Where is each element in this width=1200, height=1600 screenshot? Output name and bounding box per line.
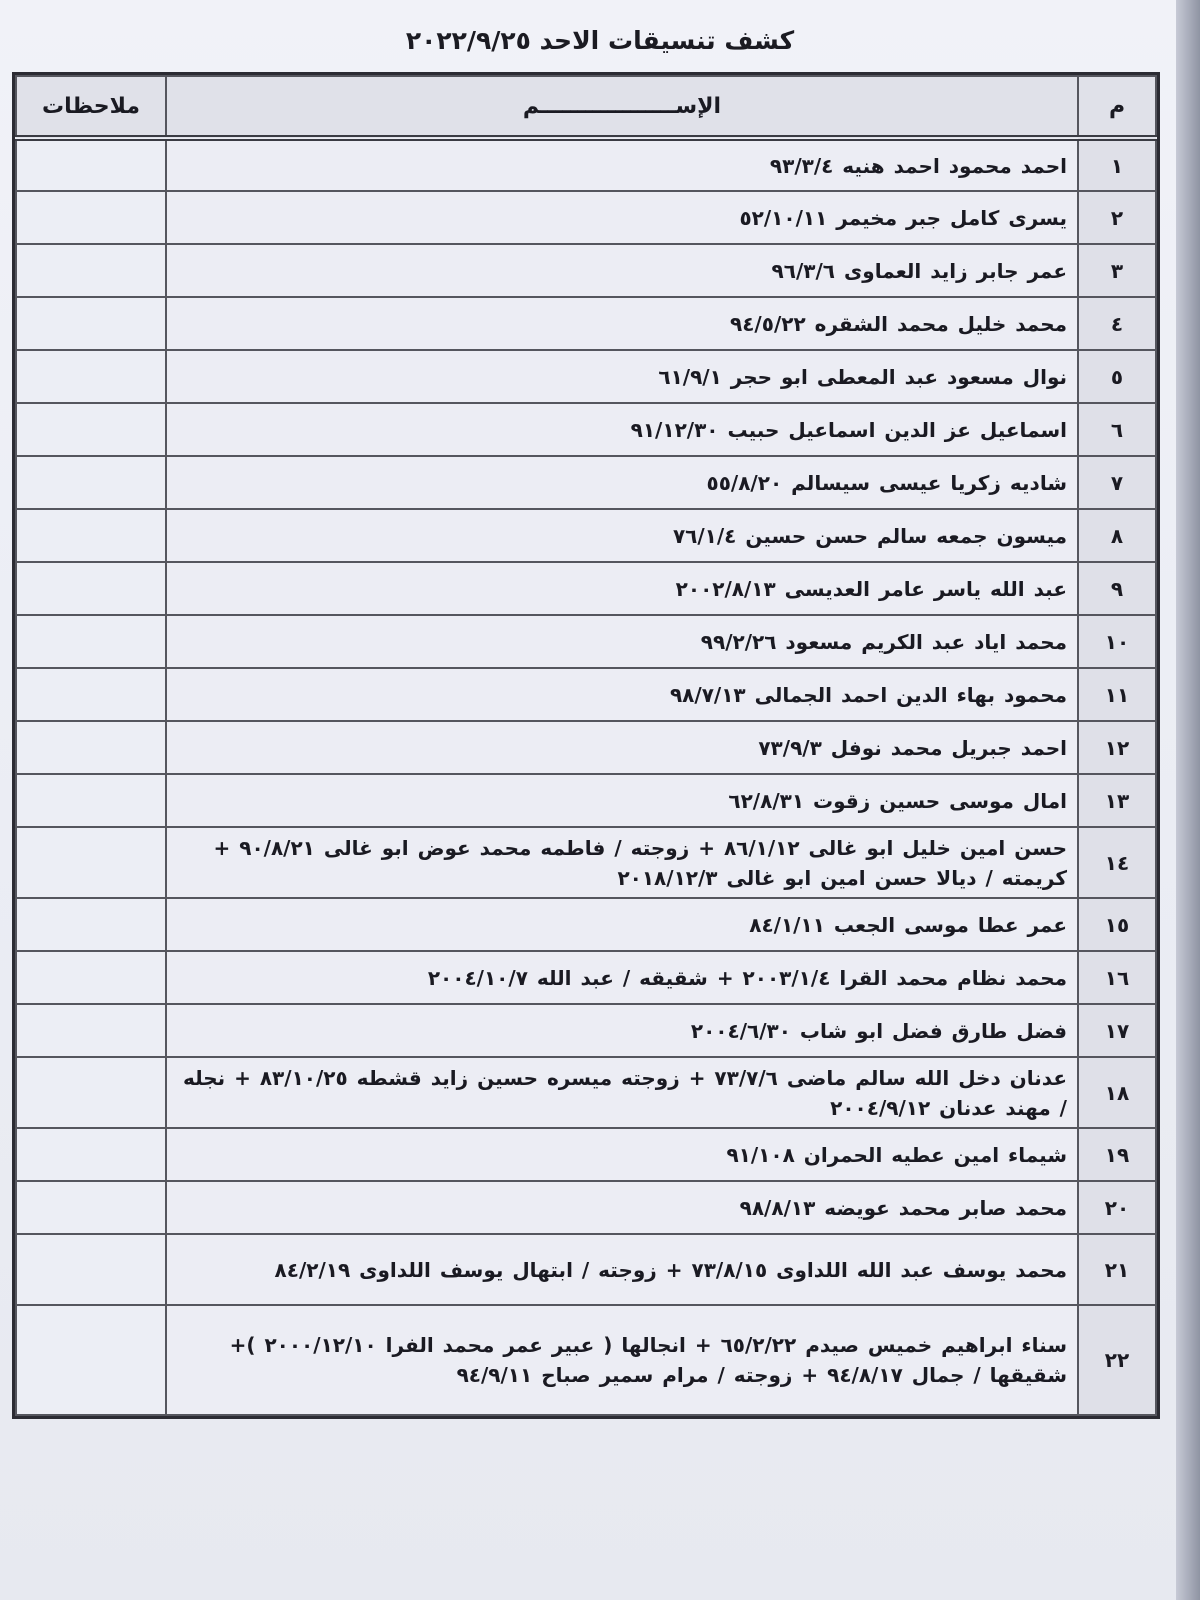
header-name: الإســــــــــــــــــم — [166, 76, 1078, 138]
row-notes — [16, 138, 166, 191]
row-name: محمد نظام محمد القرا ٢٠٠٣/١/٤ + شقيقه / عبد الله ٢٠٠٤/١٠/٧ — [166, 951, 1078, 1004]
table-row — [16, 191, 1156, 244]
row-notes — [16, 1057, 166, 1128]
row-notes — [16, 951, 166, 1004]
row-number: ١٩ — [1078, 1128, 1156, 1181]
roster-table-frame — [12, 72, 1160, 1419]
row-name: امال موسى حسين زقوت ٦٢/٨/٣١ — [166, 774, 1078, 827]
table-body — [16, 138, 1156, 1415]
row-notes — [16, 827, 166, 898]
row-notes — [16, 1181, 166, 1234]
row-number: ١٤ — [1078, 827, 1156, 898]
row-number: ٢ — [1078, 191, 1156, 244]
table-row — [16, 774, 1156, 827]
row-number: ٧ — [1078, 456, 1156, 509]
roster-table — [15, 75, 1157, 1416]
row-name: نوال مسعود عبد المعطى ابو حجر ٦١/٩/١ — [166, 350, 1078, 403]
header-number: م — [1078, 76, 1156, 138]
row-notes — [16, 898, 166, 951]
row-number: ١١ — [1078, 668, 1156, 721]
row-name: فضل طارق فضل ابو شاب ٢٠٠٤/٦/٣٠ — [166, 1004, 1078, 1057]
row-notes — [16, 1234, 166, 1305]
row-name: ميسون جمعه سالم حسن حسين ٧٦/١/٤ — [166, 509, 1078, 562]
row-number: ٢٠ — [1078, 1181, 1156, 1234]
table-row — [16, 898, 1156, 951]
table-header-row — [16, 76, 1156, 138]
row-notes — [16, 1004, 166, 1057]
row-notes — [16, 774, 166, 827]
row-notes — [16, 509, 166, 562]
row-name: محمد يوسف عبد الله اللداوى ٧٣/٨/١٥ + زوجته / ابتهال يوسف اللداوى ٨٤/٢/١٩ — [166, 1234, 1078, 1305]
row-notes — [16, 456, 166, 509]
row-notes — [16, 191, 166, 244]
table-row — [16, 244, 1156, 297]
row-notes — [16, 615, 166, 668]
row-name: شاديه زكريا عيسى سيسالم ٥٥/٨/٢٠ — [166, 456, 1078, 509]
table-row — [16, 1128, 1156, 1181]
row-name: عدنان دخل الله سالم ماضى ٧٣/٧/٦ + زوجته ميسره حسين زايد قشطه ٨٣/١٠/٢٥ + نجله / مهند عدنان ٢٠٠٤/٩/١٢ — [166, 1057, 1078, 1128]
table-row — [16, 1305, 1156, 1415]
table-row — [16, 297, 1156, 350]
table-row — [16, 721, 1156, 774]
row-name: احمد محمود احمد هنيه ٩٣/٣/٤ — [166, 138, 1078, 191]
table-row — [16, 827, 1156, 898]
table-row — [16, 668, 1156, 721]
table-row — [16, 138, 1156, 191]
row-number: ٥ — [1078, 350, 1156, 403]
row-notes — [16, 562, 166, 615]
row-name: حسن امين خليل ابو غالى ٨٦/١/١٢ + زوجته / فاطمه محمد عوض ابو غالى ٩٠/٨/٢١ + كريمته / ديالا حسن امين ابو غالى ٢٠١٨/١٢/٣ — [166, 827, 1078, 898]
row-name: محمود بهاء الدين احمد الجمالى ٩٨/٧/١٣ — [166, 668, 1078, 721]
row-name: عبد الله ياسر عامر العديسى ٢٠٠٢/٨/١٣ — [166, 562, 1078, 615]
row-number: ٤ — [1078, 297, 1156, 350]
table-row — [16, 403, 1156, 456]
row-number: ١٧ — [1078, 1004, 1156, 1057]
table-row — [16, 350, 1156, 403]
table-row — [16, 509, 1156, 562]
row-name: يسرى كامل جبر مخيمر ٥٢/١٠/١١ — [166, 191, 1078, 244]
table-row — [16, 562, 1156, 615]
row-notes — [16, 1128, 166, 1181]
table-row — [16, 1057, 1156, 1128]
row-number: ٨ — [1078, 509, 1156, 562]
row-name: محمد اياد عبد الكريم مسعود ٩٩/٢/٢٦ — [166, 615, 1078, 668]
header-notes: ملاحظات — [16, 76, 166, 138]
row-number: ١٨ — [1078, 1057, 1156, 1128]
table-row — [16, 1181, 1156, 1234]
row-number: ٦ — [1078, 403, 1156, 456]
row-notes — [16, 244, 166, 297]
row-name: احمد جبريل محمد نوفل ٧٣/٩/٣ — [166, 721, 1078, 774]
row-name: سناء ابراهيم خميس صيدم ٦٥/٢/٢٢ + انجالها ( عبير عمر محمد الفرا ٢٠٠٠/١٢/١٠ )+ شقيقها / جمال ٩٤/٨/١٧ + زوجته / مرام سمير صباح ٩٤/٩/١١ — [166, 1305, 1078, 1415]
row-number: ١٥ — [1078, 898, 1156, 951]
row-number: ٩ — [1078, 562, 1156, 615]
table-row — [16, 1004, 1156, 1057]
table-row — [16, 951, 1156, 1004]
row-number: ٢١ — [1078, 1234, 1156, 1305]
row-number: ١٦ — [1078, 951, 1156, 1004]
table-row — [16, 615, 1156, 668]
row-notes — [16, 668, 166, 721]
row-name: محمد خليل محمد الشقره ٩٤/٥/٢٢ — [166, 297, 1078, 350]
row-notes — [16, 350, 166, 403]
row-number: ١٣ — [1078, 774, 1156, 827]
table-row — [16, 456, 1156, 509]
page-edge — [1176, 0, 1200, 1600]
row-number: ١ — [1078, 138, 1156, 191]
row-name: عمر جابر زايد العماوى ٩٦/٣/٦ — [166, 244, 1078, 297]
row-notes — [16, 297, 166, 350]
row-notes — [16, 403, 166, 456]
row-name: اسماعيل عز الدين اسماعيل حبيب ٩١/١٢/٣٠ — [166, 403, 1078, 456]
row-number: ٣ — [1078, 244, 1156, 297]
row-number: ٢٢ — [1078, 1305, 1156, 1415]
document-title: كشف تنسيقات الاحد ٢٠٢٢/٩/٢٥ — [405, 26, 795, 55]
row-number: ١٢ — [1078, 721, 1156, 774]
row-name: عمر عطا موسى الجعب ٨٤/١/١١ — [166, 898, 1078, 951]
row-number: ١٠ — [1078, 615, 1156, 668]
row-notes — [16, 721, 166, 774]
row-notes — [16, 1305, 166, 1415]
row-name: شيماء امين عطيه الحمران ٩١/١٠٨ — [166, 1128, 1078, 1181]
table-row — [16, 1234, 1156, 1305]
row-name: محمد صابر محمد عويضه ٩٨/٨/١٣ — [166, 1181, 1078, 1234]
